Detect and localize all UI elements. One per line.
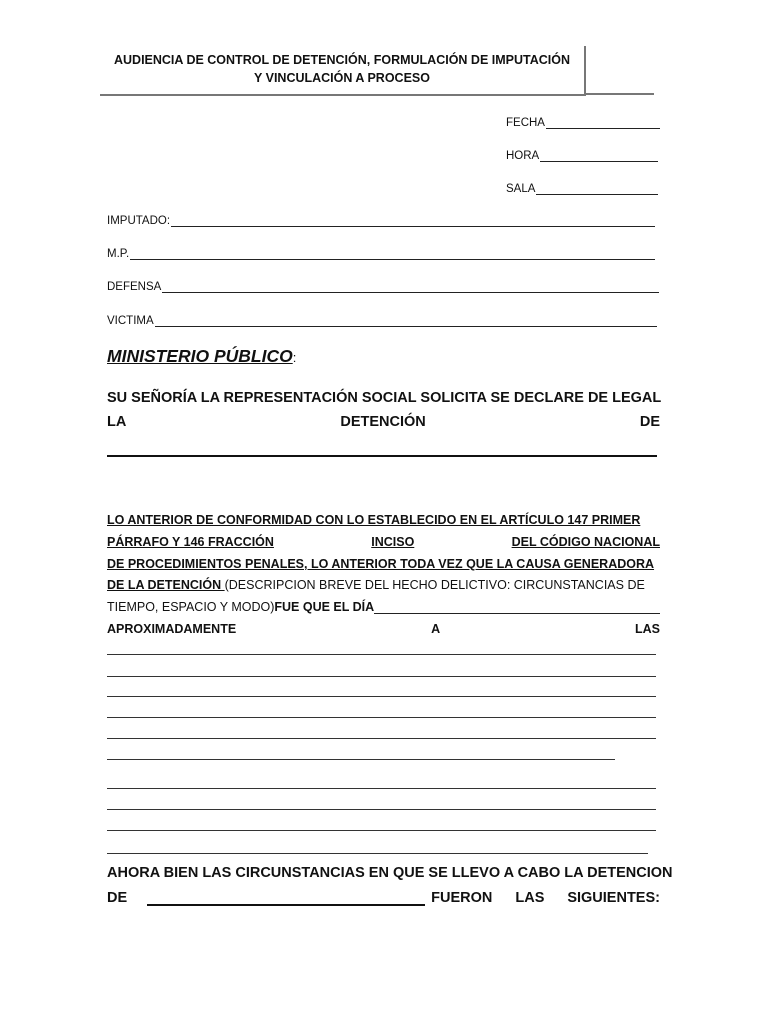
narrative-blank-line[interactable] — [107, 809, 656, 810]
tiempo-espacio-modo-text: TIEMPO, ESPACIO Y MODO) — [107, 600, 275, 614]
victima-blank[interactable] — [155, 316, 657, 327]
imputado-blank[interactable] — [171, 216, 655, 227]
narrative-blank-line[interactable] — [107, 759, 615, 760]
solicitud-line-1: SU SEÑORÍA LA REPRESENTACIÓN SOCIAL SOLICITA SE DECLARE DE LEGAL — [107, 390, 662, 406]
fundamento-line-2 — [107, 535, 660, 549]
defensa-label: DEFENSA — [107, 281, 162, 293]
narrative-blank-line[interactable] — [107, 788, 656, 789]
fue-que-el-dia-label: FUE QUE EL DÍA — [274, 600, 375, 614]
dia-blank[interactable] — [374, 603, 660, 614]
fundamento-line-1: LO ANTERIOR DE CONFORMIDAD CON LO ESTABLECIDO EN EL ARTÍCULO 147 PRIMER — [107, 513, 641, 527]
narrative-blank-line[interactable] — [107, 738, 656, 739]
sala-label: SALA — [506, 183, 536, 195]
narrative-blank-line[interactable] — [107, 654, 656, 655]
causa-detencion-label: DE LA DETENCIÓN — [107, 578, 225, 592]
detenido-blank[interactable] — [107, 455, 657, 457]
fundamento-parrafo: PÁRRAFO Y 146 FRACCIÓN — [107, 535, 274, 549]
circunstancias-word-fueron: FUERON — [431, 890, 493, 906]
header-title-line-1: AUDIENCIA DE CONTROL DE DETENCIÓN, FORMULACIÓN DE IMPUTACIÓN — [113, 53, 571, 67]
circunstancias-blank[interactable] — [147, 891, 425, 906]
fundamento-line-4 — [107, 578, 660, 592]
circunstancias-line-1: AHORA BIEN LAS CIRCUNSTANCIAS EN QUE SE LLEVO A CABO LA DETENCION — [107, 865, 673, 881]
ministerio-publico-colon: : — [292, 350, 297, 365]
narrative-blank-line[interactable] — [107, 853, 648, 854]
circunstancias-tail — [427, 890, 660, 906]
fundamento-line-6 — [107, 622, 660, 636]
victima-field[interactable] — [107, 315, 657, 327]
narrative-blank-line[interactable] — [107, 676, 656, 677]
circunstancias-word-de: DE — [107, 890, 128, 906]
victima-label: VICTIMA — [107, 315, 154, 327]
solicitud-word-de: DE — [639, 414, 660, 430]
hora-label: HORA — [506, 150, 540, 162]
aproximadamente-label: APROXIMADAMENTE — [107, 622, 237, 636]
circunstancias-line-2 — [107, 890, 660, 906]
solicitud-line-2 — [107, 414, 660, 430]
imputado-label: IMPUTADO: — [107, 215, 171, 227]
fecha-field[interactable] — [506, 117, 660, 129]
defensa-blank[interactable] — [162, 282, 659, 293]
imputado-field[interactable] — [107, 215, 655, 227]
sala-field[interactable] — [506, 183, 658, 195]
circunstancias-word-las: LAS — [515, 890, 545, 906]
ministerio-publico-heading — [107, 346, 296, 367]
fecha-label: FECHA — [506, 117, 545, 129]
a-label: A — [431, 622, 441, 636]
defensa-field[interactable] — [107, 281, 659, 293]
hora-blank[interactable] — [540, 151, 658, 162]
fundamento-line-5 — [107, 600, 660, 614]
narrative-blank-line[interactable] — [107, 830, 656, 831]
mp-label: M.P. — [107, 248, 130, 260]
header-title-line-2: Y VINCULACIÓN A PROCESO — [254, 71, 430, 85]
mp-blank[interactable] — [130, 249, 655, 260]
narrative-blank-line[interactable] — [107, 717, 656, 718]
circunstancias-word-siguientes: SIGUIENTES: — [567, 890, 660, 906]
solicitud-word-detencion: DETENCIÓN — [340, 414, 426, 430]
fundamento-codigo: DEL CÓDIGO NACIONAL — [511, 535, 660, 549]
ministerio-publico-title: MINISTERIO PÚBLICO — [107, 346, 293, 366]
hora-field[interactable] — [506, 150, 658, 162]
mp-field[interactable] — [107, 248, 655, 260]
fecha-blank[interactable] — [546, 118, 660, 129]
descripcion-hecho-text: (DESCRIPCION BREVE DEL HECHO DELICTIVO: CIRCUNSTANCIAS DE — [224, 578, 645, 592]
document-header — [100, 46, 586, 96]
fundamento-line-3: DE PROCEDIMIENTOS PENALES, LO ANTERIOR TODA VEZ QUE LA CAUSA GENERADORA — [107, 557, 655, 571]
header-divider — [584, 93, 654, 95]
las-label: LAS — [634, 622, 660, 636]
sala-blank[interactable] — [536, 184, 658, 195]
solicitud-word-la: LA — [107, 414, 127, 430]
narrative-blank-line[interactable] — [107, 696, 656, 697]
fundamento-inciso: INCISO — [371, 535, 415, 549]
